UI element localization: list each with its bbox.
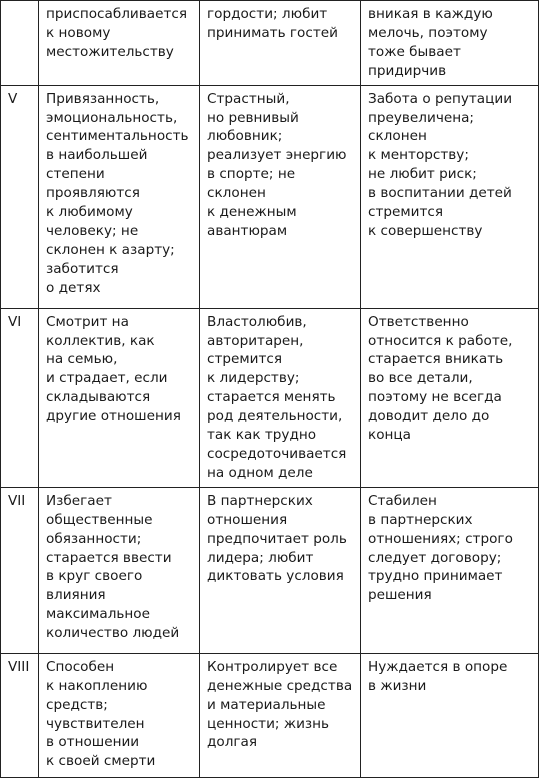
- table-row: [1, 85, 539, 308]
- table-cell: Контролирует все денежные средства и материальные ценности; жизнь долгая: [200, 653, 361, 777]
- table-cell: приспосабливается к новому местожительству: [39, 1, 200, 86]
- row-number: VIII: [1, 653, 39, 777]
- table-cell: Ответственно относится к работе, старается вникать во все детали, поэтому не всегда доводит дело до конца: [361, 308, 539, 487]
- table-cell: Страстный, но ревнивый любовник; реализует энергию в спорте; не склонен к денежным авантюрам: [200, 85, 361, 308]
- table-cell: В партнерских отношения предпочитает роль лидера; любит диктовать условия: [200, 487, 361, 653]
- table-cell: Нуждается в опоре в жизни: [361, 653, 539, 777]
- table-cell: Стабилен в партнерских отношениях; строго следует договору; трудно принимает решения: [361, 487, 539, 653]
- table-row: [1, 308, 539, 487]
- table-row: [1, 1, 539, 86]
- table-cell: Смотрит на коллектив, как на семью, и страдает, если складываются другие отношения: [39, 308, 200, 487]
- table-row: [1, 487, 539, 653]
- row-number: VI: [1, 308, 39, 487]
- table-cell: вникая в каждую мелочь, поэтому тоже бывает придирчив: [361, 1, 539, 86]
- table-cell: Привязанность, эмоциональность, сентиментальность в наибольшей степени проявляются к любимому человеку; не склонен к азарту; заботится о детях: [39, 85, 200, 308]
- row-number: VII: [1, 487, 39, 653]
- table-cell: гордости; любит принимать гостей: [200, 1, 361, 86]
- row-number: V: [1, 85, 39, 308]
- table-cell: Избегает общественные обязанности; старается ввести в круг своего влияния максимальное количество людей: [39, 487, 200, 653]
- table-cell: Забота о репутации преувеличена; склонен к менторству; не любит риск; в воспитании детей стремится к совершенству: [361, 85, 539, 308]
- table-cell: Способен к накоплению средств; чувствителен в отношении к своей смерти: [39, 653, 200, 777]
- table-row: [1, 653, 539, 777]
- table-cell: Властолюбив, авторитарен, стремится к лидерству; старается менять род деятельности, так как трудно сосредоточивается на одном деле: [200, 308, 361, 487]
- row-number: [1, 1, 39, 86]
